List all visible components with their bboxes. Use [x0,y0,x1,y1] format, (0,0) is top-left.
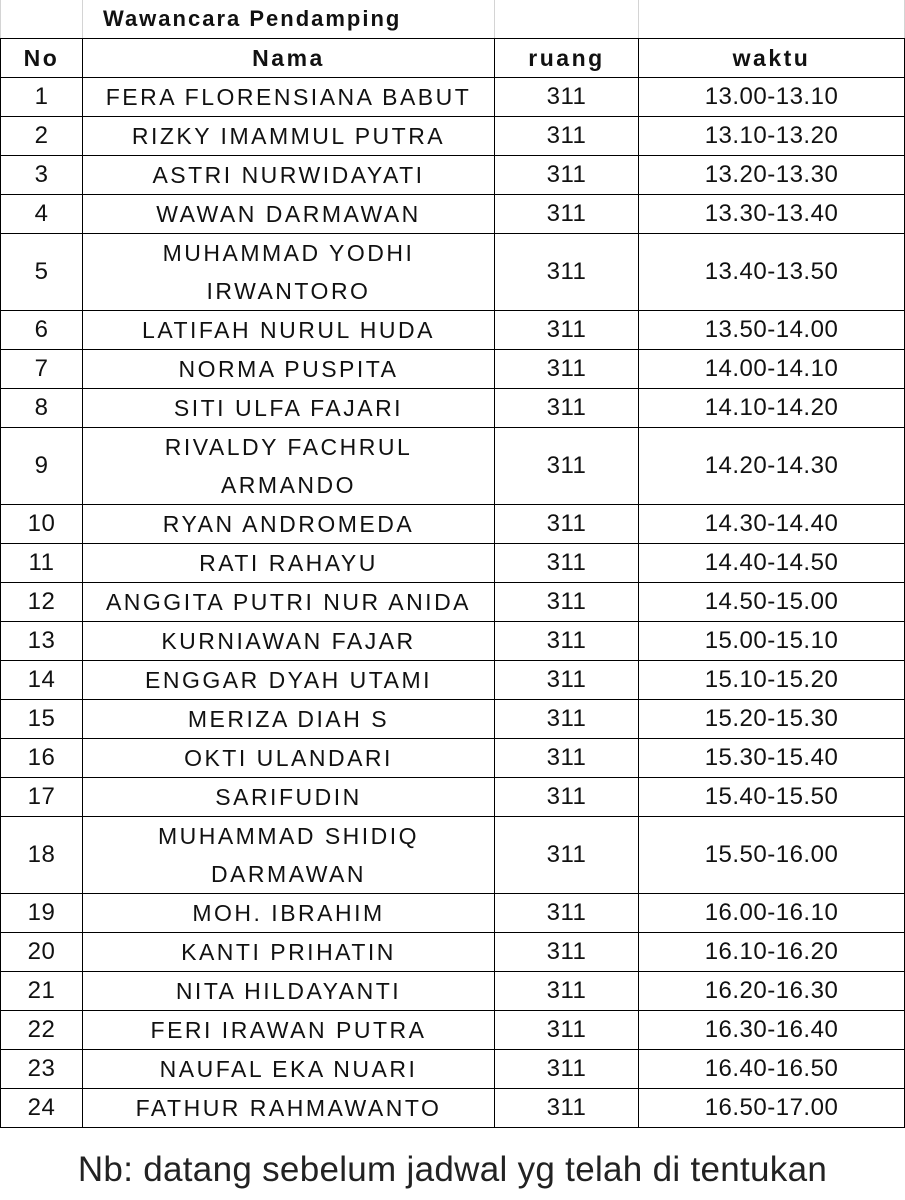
cell-waktu: 13.30-13.40 [639,195,905,234]
table-row [1,972,905,1011]
cell-waktu: 16.00-16.10 [639,894,905,933]
cell-ruang: 311 [495,117,639,156]
cell-ruang: 311 [495,817,639,894]
cell-waktu: 13.20-13.30 [639,156,905,195]
cell-nama: NORMA PUSPITA [83,350,495,389]
table-row [1,544,905,583]
cell-ruang: 311 [495,311,639,350]
cell-waktu: 15.40-15.50 [639,778,905,817]
cell-no: 20 [1,933,83,972]
cell-no: 6 [1,311,83,350]
cell-ruang: 311 [495,661,639,700]
column-header-waktu: waktu [639,39,905,78]
table-row [1,1011,905,1050]
cell-nama: KURNIAWAN FAJAR [83,622,495,661]
cell-waktu: 14.20-14.30 [639,428,905,505]
cell-no: 19 [1,894,83,933]
cell-ruang: 311 [495,1089,639,1128]
header-row [1,39,905,78]
cell-no: 10 [1,505,83,544]
cell-waktu: 15.20-15.30 [639,700,905,739]
cell-no: 12 [1,583,83,622]
cell-nama: NITA HILDAYANTI [83,972,495,1011]
table-row [1,156,905,195]
cell-nama: RIVALDY FACHRUL ARMANDO [83,428,495,505]
table-row [1,428,905,505]
cell-nama: MERIZA DIAH S [83,700,495,739]
table-row [1,583,905,622]
cell-nama: RIZKY IMAMMUL PUTRA [83,117,495,156]
cell-waktu: 13.10-13.20 [639,117,905,156]
table-row [1,817,905,894]
table-row [1,389,905,428]
table-row [1,1089,905,1128]
cell-waktu: 15.10-15.20 [639,661,905,700]
cell-ruang: 311 [495,972,639,1011]
cell-nama: MUHAMMAD YODHI IRWANTORO [83,234,495,311]
cell-nama: ENGGAR DYAH UTAMI [83,661,495,700]
cell-nama: FERA FLORENSIANA BABUT [83,78,495,117]
title-spacer-cell [495,0,639,39]
cell-nama: SARIFUDIN [83,778,495,817]
cell-ruang: 311 [495,195,639,234]
cell-nama: RYAN ANDROMEDA [83,505,495,544]
cell-waktu: 13.40-13.50 [639,234,905,311]
cell-ruang: 311 [495,428,639,505]
cell-ruang: 311 [495,700,639,739]
footnote: Nb: datang sebelum jadwal yg telah di tentukan [77,1150,828,1189]
column-header-no: No [1,39,83,78]
cell-no: 1 [1,78,83,117]
table-row [1,117,905,156]
cell-ruang: 311 [495,1050,639,1089]
table-row [1,933,905,972]
cell-waktu: 14.00-14.10 [639,350,905,389]
cell-waktu: 13.50-14.00 [639,311,905,350]
cell-ruang: 311 [495,894,639,933]
table-row [1,778,905,817]
cell-no: 8 [1,389,83,428]
cell-no: 16 [1,739,83,778]
cell-ruang: 311 [495,350,639,389]
cell-waktu: 16.20-16.30 [639,972,905,1011]
cell-waktu: 15.00-15.10 [639,622,905,661]
cell-waktu: 15.30-15.40 [639,739,905,778]
cell-waktu: 16.30-16.40 [639,1011,905,1050]
cell-ruang: 311 [495,78,639,117]
column-header-nama: Nama [83,39,495,78]
cell-waktu: 14.10-14.20 [639,389,905,428]
cell-ruang: 311 [495,234,639,311]
cell-nama: FERI IRAWAN PUTRA [83,1011,495,1050]
table-row [1,700,905,739]
cell-no: 4 [1,195,83,234]
cell-no: 13 [1,622,83,661]
cell-no: 11 [1,544,83,583]
column-header-ruang: ruang [495,39,639,78]
cell-no: 17 [1,778,83,817]
cell-ruang: 311 [495,389,639,428]
cell-nama: FATHUR RAHMAWANTO [83,1089,495,1128]
cell-no: 7 [1,350,83,389]
cell-nama: ANGGITA PUTRI NUR ANIDA [83,583,495,622]
table-row [1,505,905,544]
cell-waktu: 14.50-15.00 [639,583,905,622]
cell-no: 5 [1,234,83,311]
cell-waktu: 14.40-14.50 [639,544,905,583]
cell-waktu: 16.40-16.50 [639,1050,905,1089]
cell-ruang: 311 [495,1011,639,1050]
cell-waktu: 14.30-14.40 [639,505,905,544]
cell-nama: MUHAMMAD SHIDIQ DARMAWAN [83,817,495,894]
cell-ruang: 311 [495,778,639,817]
cell-no: 18 [1,817,83,894]
table-row [1,622,905,661]
cell-ruang: 311 [495,505,639,544]
sheet-title: Wawancara Pendamping [83,0,495,39]
cell-no: 14 [1,661,83,700]
cell-ruang: 311 [495,739,639,778]
cell-ruang: 311 [495,156,639,195]
cell-ruang: 311 [495,583,639,622]
cell-nama: ASTRI NURWIDAYATI [83,156,495,195]
cell-no: 3 [1,156,83,195]
cell-no: 15 [1,700,83,739]
cell-waktu: 16.50-17.00 [639,1089,905,1128]
cell-no: 9 [1,428,83,505]
table-row [1,350,905,389]
cell-no: 24 [1,1089,83,1128]
title-row [1,0,905,39]
cell-ruang: 311 [495,933,639,972]
cell-nama: WAWAN DARMAWAN [83,195,495,234]
cell-nama: NAUFAL EKA NUARI [83,1050,495,1089]
title-spacer-cell [1,0,83,39]
cell-no: 2 [1,117,83,156]
cell-waktu: 15.50-16.00 [639,817,905,894]
cell-no: 22 [1,1011,83,1050]
table-row [1,894,905,933]
cell-waktu: 16.10-16.20 [639,933,905,972]
table-row [1,1050,905,1089]
cell-nama: MOH. IBRAHIM [83,894,495,933]
cell-waktu: 13.00-13.10 [639,78,905,117]
table-row [1,661,905,700]
title-spacer-cell [639,0,905,39]
cell-ruang: 311 [495,622,639,661]
cell-no: 23 [1,1050,83,1089]
cell-ruang: 311 [495,544,639,583]
table-row [1,78,905,117]
cell-no: 21 [1,972,83,1011]
cell-nama: SITI ULFA FAJARI [83,389,495,428]
table-row [1,311,905,350]
table-row [1,234,905,311]
table-row [1,195,905,234]
cell-nama: RATI RAHAYU [83,544,495,583]
cell-nama: KANTI PRIHATIN [83,933,495,972]
cell-nama: OKTI ULANDARI [83,739,495,778]
cell-nama: LATIFAH NURUL HUDA [83,311,495,350]
table-row [1,739,905,778]
